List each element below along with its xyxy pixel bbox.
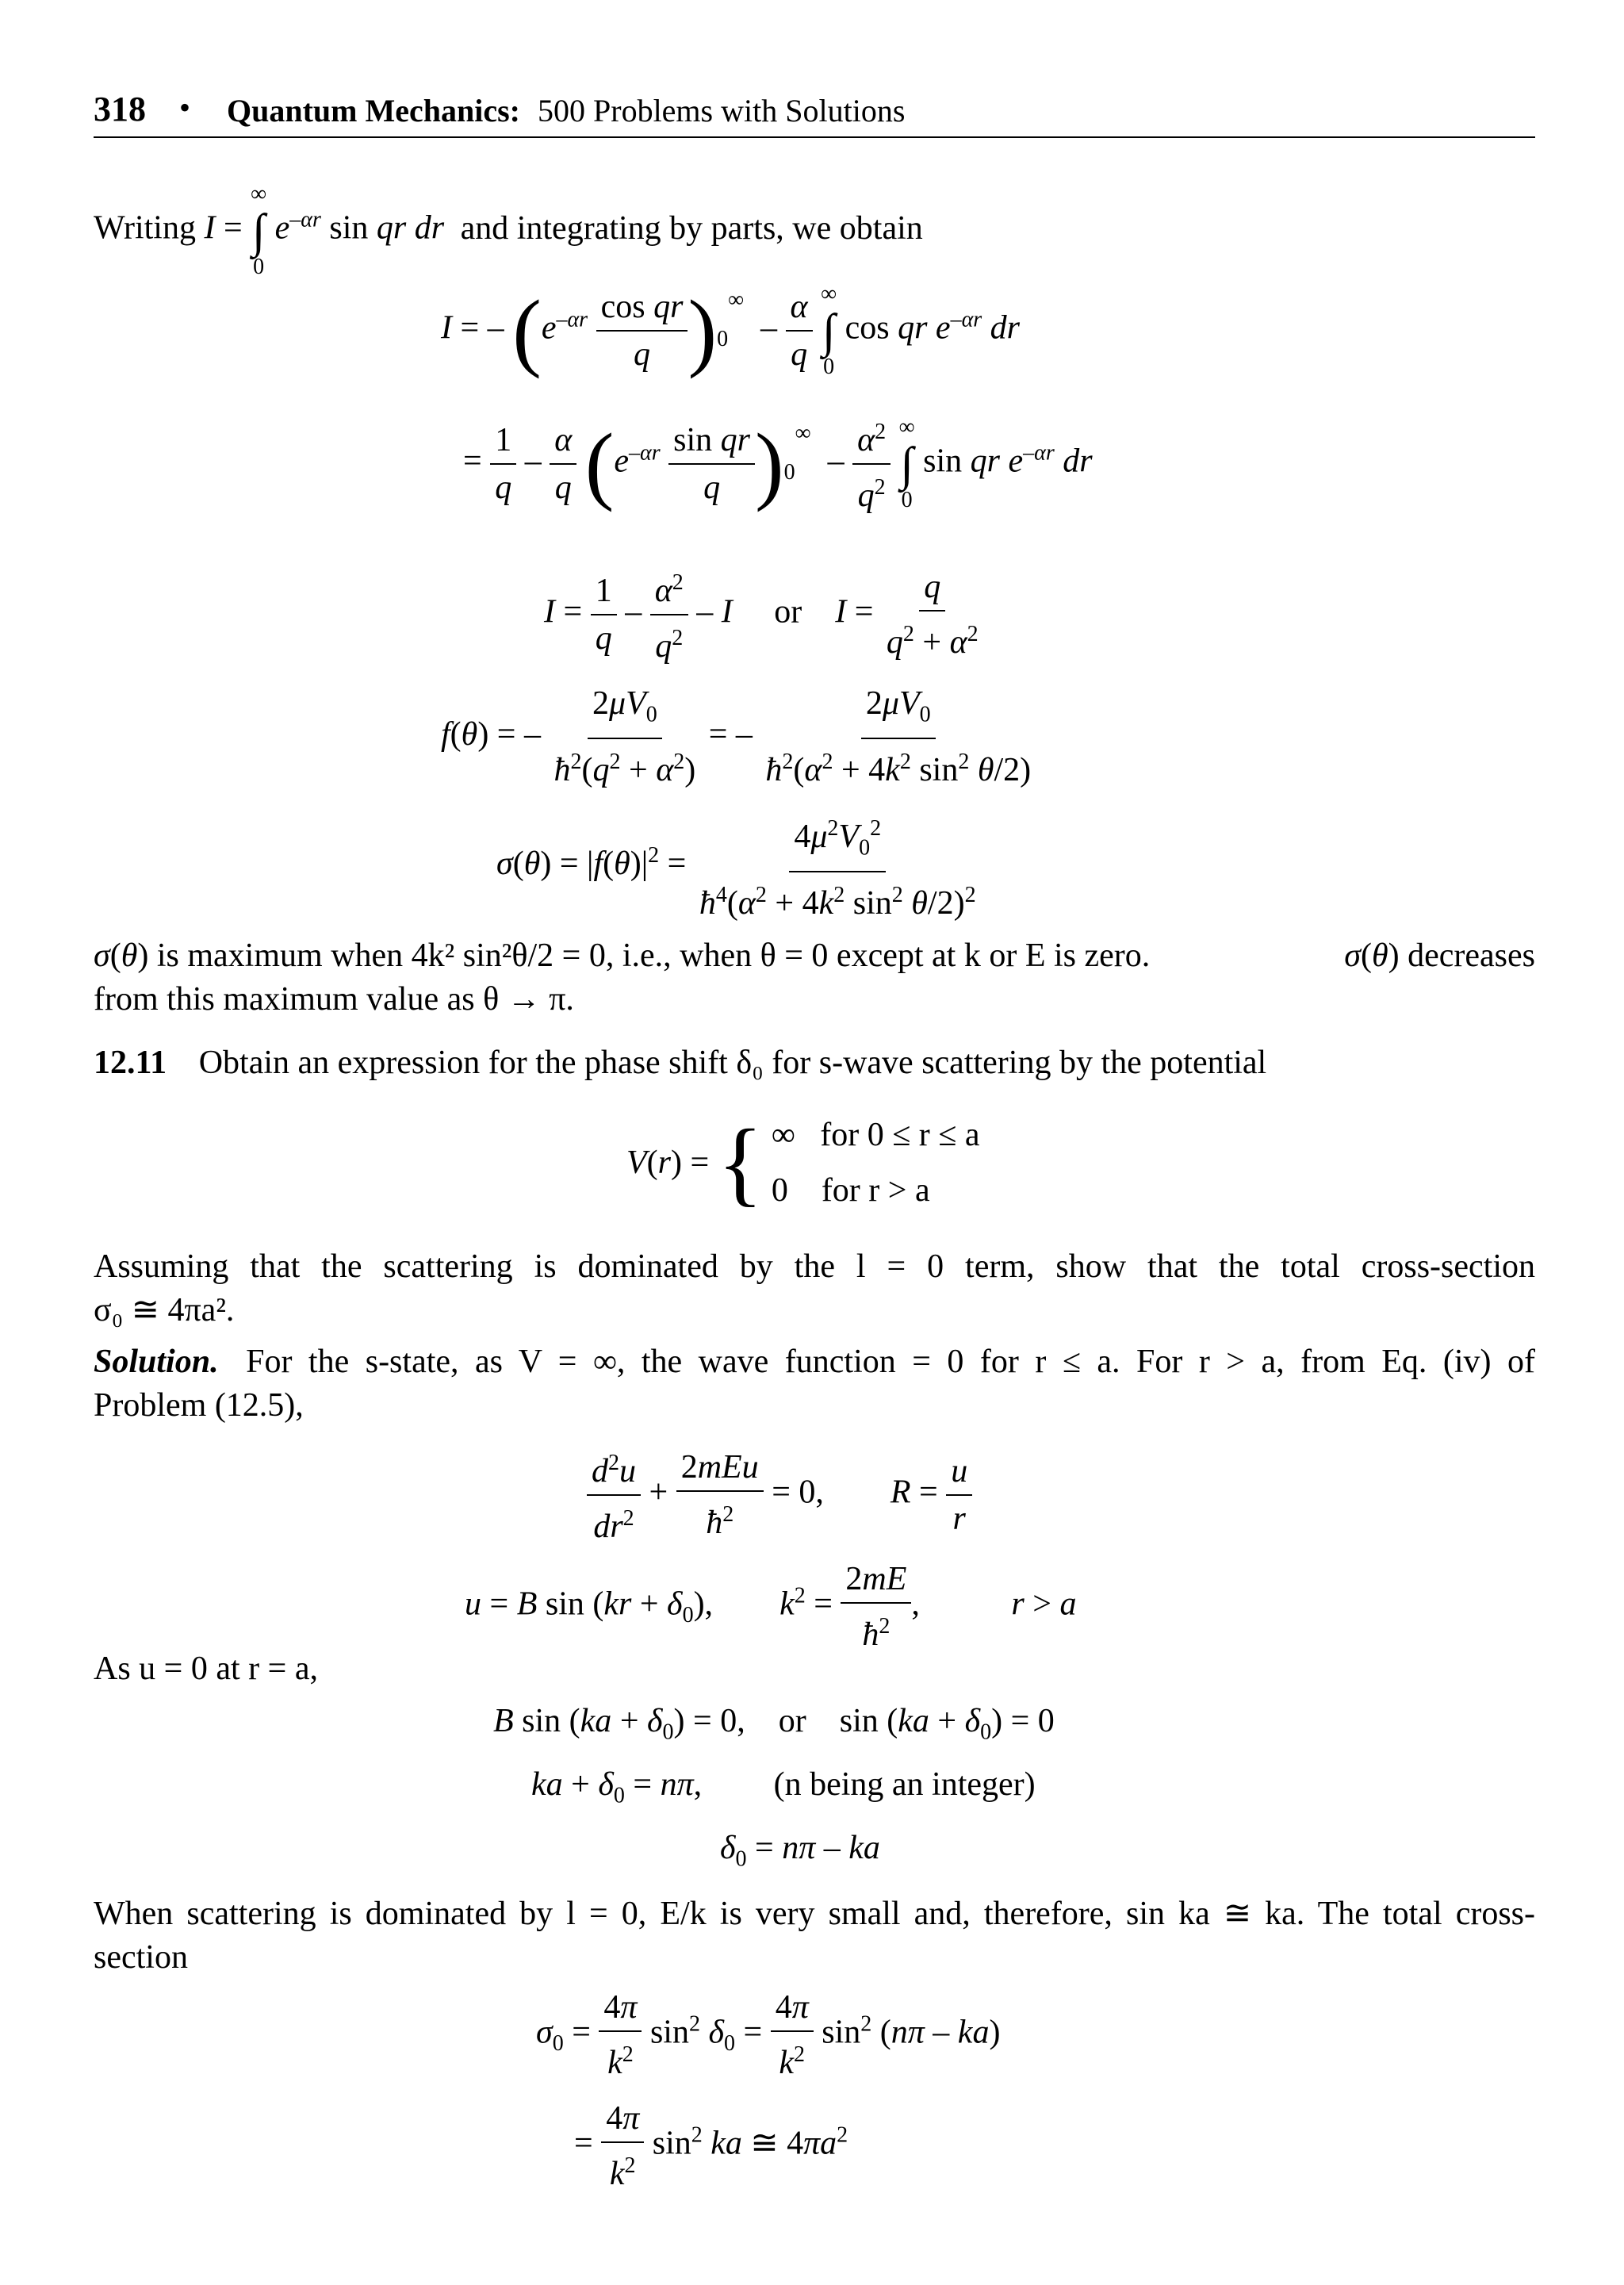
equation-sigma0-2: = $\frac{4\pi}{k^2}$ $\sin^2$ ka ≅ $4\pi a^2$ — [574, 2100, 848, 2192]
when-text2: section — [94, 1939, 188, 1976]
solution-text1: For the s-state, as V = ∞, the wave function = 0 for r ≤ a. For r > a, from Eq. (iv) of — [246, 1344, 1536, 1380]
equation-f-theta: f(θ) = – $\frac{2\mu V_0}{ħ^2(q^2 + \alpha^2)}$ = – $\frac{2\mu V_0}{ħ^2(\alpha^2 + 4k^2 \sin^2 \theta/2)}$ — [441, 685, 1032, 789]
as-u-zero: As u = 0 at r = a, — [94, 1650, 318, 1687]
intro-tail: and integrating by parts, we obtain — [460, 209, 923, 247]
assuming-result: σ₀ ≅ 4πa². — [94, 1292, 235, 1328]
potential-case1: for 0 ≤ r ≤ a — [820, 1117, 980, 1153]
discussion-paragraph: σ(θ) is maximum when 4k² sin²θ/2 = 0, i.e., when θ = 0 except at k or E is zero. σ(θ) decreases from this maximum value as θ → π. — [94, 934, 1535, 1022]
equation-u-solution: u = B $\sin (kr + \delta_0)$, $k^2$ = $\frac{2mE}{ħ^2}$ , r > a — [465, 1561, 1077, 1653]
equation-delta0: $\delta_0 = n\pi$ – ka — [720, 1830, 880, 1872]
assuming-paragraph — [94, 1245, 1535, 1332]
header-rule — [94, 136, 1535, 138]
discussion-line1: is maximum when 4k² sin²θ/2 = 0, i.e., when θ = 0 except at k or E is zero. — [156, 937, 1151, 974]
book-subtitle: 500 Problems with Solutions — [538, 93, 906, 128]
intro-line: Writing I = ∞ ∫ 0 $e^{-\alpha r}$ sin qr dr and integrating by parts, we obtain — [94, 182, 923, 279]
solution-paragraph — [94, 1340, 1535, 1428]
discussion-decreases: decreases — [1408, 937, 1535, 974]
book-title: Quantum Mechanics: — [227, 93, 520, 128]
problem-number: 12.11 — [94, 1045, 167, 1081]
discussion-line2: from this maximum value as θ → π. — [94, 981, 574, 1018]
when-paragraph — [94, 1892, 1535, 1980]
problem-statement — [94, 1044, 1266, 1082]
equation-I-result: I = $\frac{1}{q}$ – $\frac{\alpha^2}{q^2}$ – I or I = $\frac{q}{q^2 + \alpha^2}$ — [544, 563, 983, 666]
assuming-line1: Assuming that the scattering is dominated by the l = 0 term, show that the total cross-section — [94, 1248, 1535, 1285]
integral-sign: ∞ ∫ 0 — [251, 182, 267, 279]
equation-sigma-theta: $\sigma(\theta) = |f(\theta)|^2$ = $\frac{4\mu^2V_0^2}{ħ^4(\alpha^2 + 4k^2 \sin^2 \theta/2)^2}$ — [496, 809, 981, 923]
boundary-or: or — [778, 1703, 806, 1739]
equation-integration-2: = $\frac{1}{q}$ – $\frac{\alpha}{q}$ ($e^{-\alpha r}$ $\frac{\text{sin qr}}{q}$ )$_0^\infty$ – $\frac{\alpha^2}{q^2}$ ∞ ∫ 0 sin qr $e^{-\alpha r}$ dr — [463, 412, 1093, 516]
equation-integration-1: I = – ($e^{-\alpha r}$ $\frac{\text{cos qr}}{q}$ )$_0^\infty$ – $\frac{\alpha}{q}$ ∞ ∫ 0 cos qr $e^{-\alpha r}$ dr — [441, 282, 1021, 379]
header-bullet: • — [179, 90, 191, 125]
problem-text: Obtain an expression for the phase shift δ₀ for s-wave scattering by the potential — [198, 1045, 1267, 1081]
intro-writing: Writing — [94, 209, 196, 247]
potential-definition: V(r) = { ∞ for 0 ≤ r ≤ a 0 for r > a — [626, 1110, 980, 1215]
equation-ka-npi: ka + $\delta_0 = n\pi$, (n being an integer) — [531, 1766, 1036, 1808]
equation-radial: $\frac{d^2u}{dr^2}$ + $\frac{\text{2mEu}}{ħ^2}$ = 0, R = $\frac{u}{r}$ — [587, 1443, 972, 1547]
potential-case2: for r > a — [821, 1172, 930, 1209]
solution-text2: Problem (12.5), — [94, 1387, 304, 1424]
solution-label: Solution. — [94, 1344, 219, 1380]
n-integer: (n being an integer) — [773, 1766, 1036, 1803]
equation-sigma0-1: $\sigma_0$ = $\frac{4\pi}{k^2}$ $\sin^2 \delta_0$ = $\frac{4\pi}{k^2}$ $\sin^2 (n\pi - ka)$ — [536, 1989, 1001, 2081]
when-text1: When scattering is dominated by l = 0, E/k is very small and, therefore, sin ka ≅ ka. The total cross- — [94, 1896, 1535, 1932]
page-number: 318 — [94, 90, 146, 128]
equation-boundary: B $\sin (ka + \delta_0) = 0$, or $\sin (ka + \delta_0) = 0$ — [493, 1703, 1055, 1745]
